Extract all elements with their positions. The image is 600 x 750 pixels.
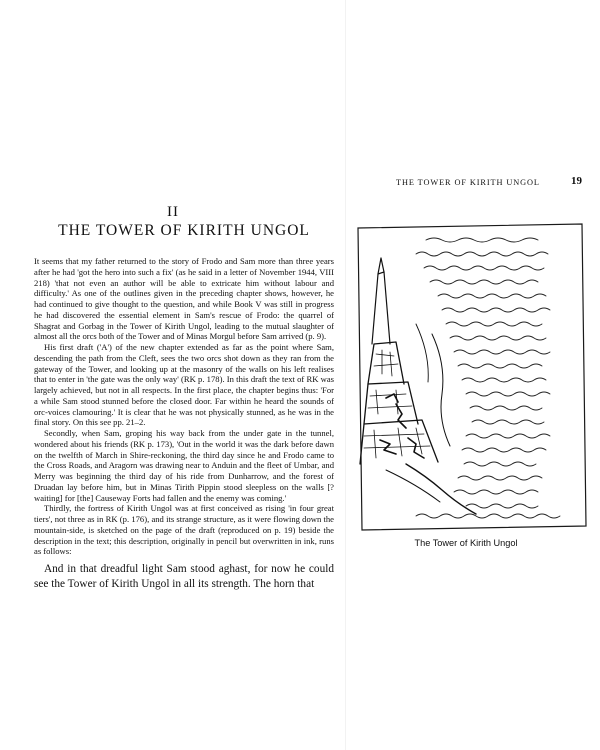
body-text xyxy=(34,256,334,591)
chapter-title: THE TOWER OF KIRITH UNGOL xyxy=(58,222,310,239)
manuscript-sketch-image xyxy=(346,214,600,534)
paragraph: Secondly, when Sam, groping his way back from the under gate in the tunnel, wondered about his friends (RK p. 173), 'Out in the world it was the dark before dawn on the twelfth of March in Shire-reckoning, the third day since he and Frodo came to the Cross Roads, and Aragorn was drawing near to Anduin and the fleet of Umbar, and Merry was beginning the third day of his ride from Dunharrow, and the forest of Druadan lay before him, but in Minas Tirith Pippin stood sleepless on the walls [?waiting] for [the] Causeway Forts had fallen and the enemy was coming.' xyxy=(34,428,334,503)
right-page xyxy=(346,0,600,750)
paragraph: It seems that my father returned to the story of Frodo and Sam more than three years after he had 'got the hero into such a fix' (as he said in a letter of November 1944, VIII 218) 'that not even an author will be able to extricate him without labour and difficulty.' As one of the outlines given in the preceding chapter shows, however, he had continued to give thought to the question, and while Book V was still in progress he had discovered the essential element in Sam's rescue of Frodo: the quarrel of Shagrat and Gorbag in the Tower of Kirith Ungol, leading to the mutual slaughter of almost all the orcs both of the Tower and of Minas Morgul before Sam arrived (p. 9). xyxy=(34,256,334,342)
chapter-number: II xyxy=(167,204,179,220)
paragraph: His first draft ('A') of the new chapter extended as far as the point where Sam, descending the path from the Cleft, sees the two orcs shot down as they ran from the gateway of the Tower, and looking up at the masonry of the walls on his left realises that to enter in 'the gate was the only way' (RK p. 178). In this draft the text of RK was largely achieved, but not in all respects. In the first place, the chapter begins thus: 'For a while Sam stood stunned before the closed door. Far within he heard the sounds of orc-voices clamouring.' It is clear that he was not physically stunned, as he was in the final story. On this see pp. 21–2. xyxy=(34,342,334,428)
running-head: THE TOWER OF KIRITH UNGOL xyxy=(396,178,540,187)
figure-caption: The Tower of Kirith Ungol xyxy=(414,538,518,548)
paragraph: Thirdly, the fortress of Kirith Ungol was at first conceived as rising 'in four great tiers', not three as in RK (p. 176), and its strange structure, as it were flowing down the mountain-side, is sketched on the page of the draft (reproduced on p. 19) beside the description in the text; this description, originally in pencil but overwritten in ink, runs as follows: xyxy=(34,503,334,557)
page-number: 19 xyxy=(571,175,582,187)
quoted-paragraph: And in that dreadful light Sam stood aghast, for now he could see the Tower of Kirith Ungol in all its strength. The horn that xyxy=(34,563,334,590)
manuscript-figure xyxy=(346,214,600,534)
